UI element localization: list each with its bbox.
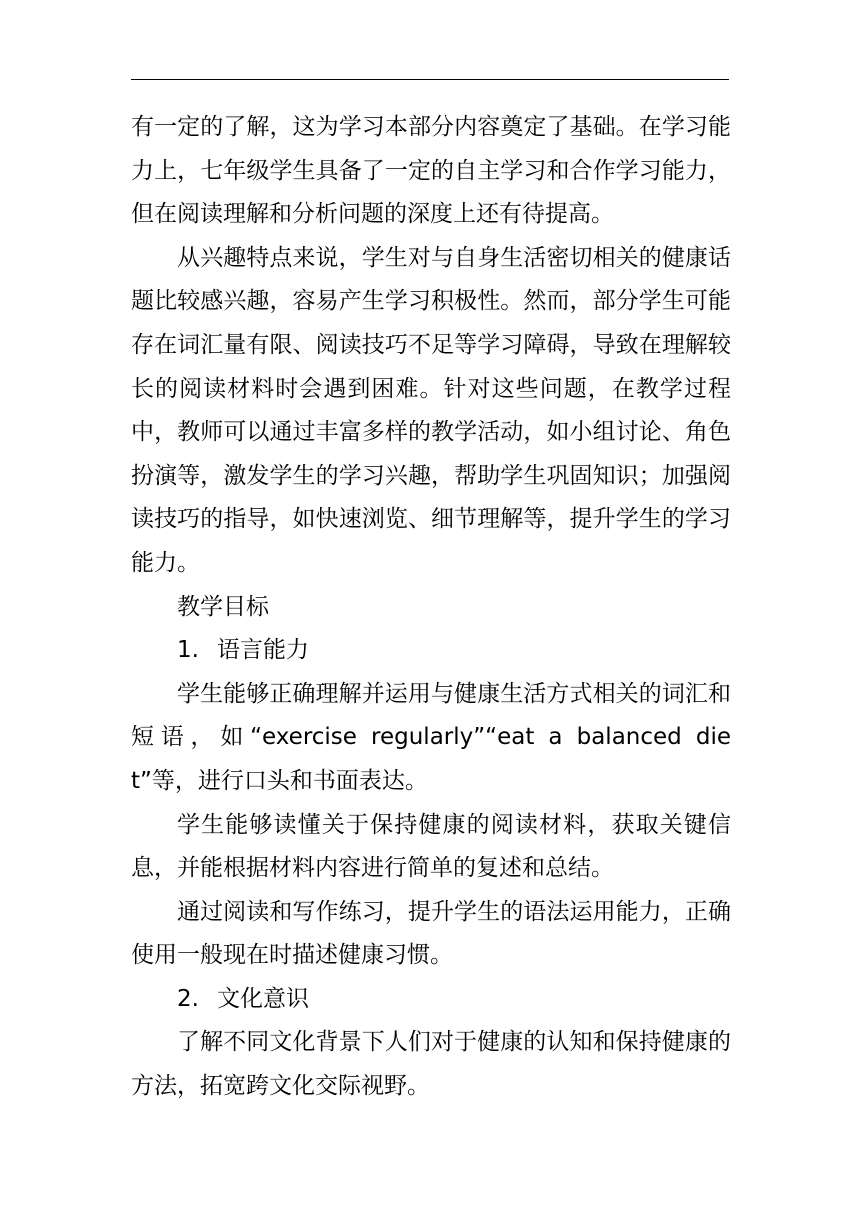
- document-body: [131, 106, 731, 1109]
- paragraph-interest-traits: 从兴趣特点来说，学生对与自身生活密切相关的健康话题比较感兴趣，容易产生学习积极性。然而，部分学生可能存在词汇量有限、阅读技巧不足等学习障碍，导致在理解较长的阅读材料时会遇到困难。针对这些问题，在教学过程中，教师可以通过丰富多样的教学活动，如小组讨论、角色扮演等，激发学生的学习兴趣，帮助学生巩固知识；加强阅读技巧的指导，如快速浏览、细节理解等，提升学生的学习能力。: [131, 244, 731, 576]
- paragraph-grammar-goal: 通过阅读和写作练习，提升学生的语法运用能力，正确使用一般现在时描述健康习惯。: [131, 898, 731, 969]
- subheading-label: 文化意识: [217, 985, 309, 1012]
- paragraph-culture-goal: 了解不同文化背景下人们对于健康的认知和保持健康的方法，拓宽跨文化交际视野。: [131, 1029, 731, 1100]
- paragraph-reading-goal: 学生能够读懂关于保持健康的阅读材料，获取关键信息，并能根据材料内容进行简单的复述和总结。: [131, 811, 731, 882]
- subheading-label: 语言能力: [217, 637, 309, 664]
- subheading-language-ability: [131, 629, 731, 673]
- subheading-number: 2.: [177, 985, 199, 1012]
- section-heading-teaching-goals: 教学目标: [177, 593, 269, 620]
- subheading-cultural-awareness: [131, 978, 731, 1022]
- paragraph-vocabulary-goal: 学生能够正确理解并运用与健康生活方式相关的词汇和短语，如“exercise regularly”“eat a balanced diet”等，进行口头和书面表达。: [131, 680, 731, 794]
- paragraph-continuation: 有一定的了解，这为学习本部分内容奠定了基础。在学习能力上，七年级学生具备了一定的自主学习和合作学习能力，但在阅读理解和分析问题的深度上还有待提高。: [131, 114, 731, 228]
- subheading-number: 1.: [177, 637, 199, 664]
- header-rule: [131, 79, 729, 80]
